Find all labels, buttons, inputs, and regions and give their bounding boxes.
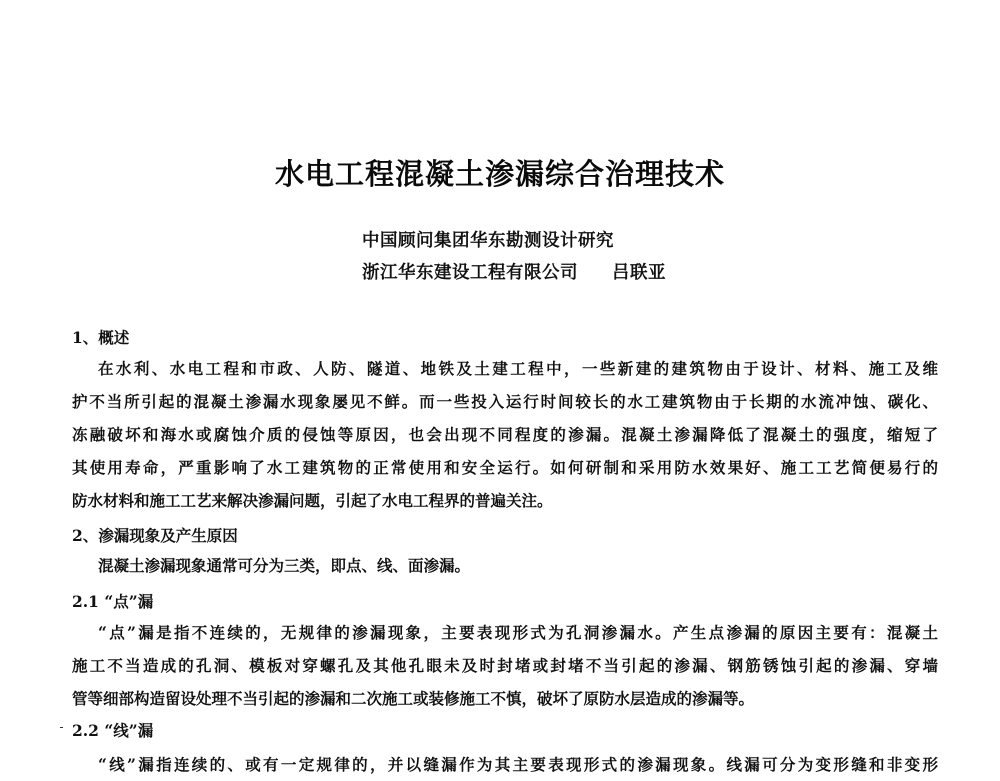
subsection-point-leak-body: [72, 616, 938, 715]
section-overview-body: [72, 352, 938, 517]
scan-speck: [60, 727, 63, 728]
subsection-heading-line-leak: 2.2 “线”漏: [72, 721, 154, 740]
section-leakage-body: [72, 549, 938, 582]
paragraph-line: 其使用寿命，严重影响了水工建筑物的正常使用和安全运行。如何研制和采用防水效果好、施工工艺简便易行的: [72, 458, 938, 477]
paragraph-line: 管等细部构造留设处理不当引起的渗漏和二次施工或装修施工不慎，破坏了原防水层造成的渗漏等。: [72, 689, 755, 708]
author-name: 吕联亚: [612, 263, 666, 283]
paragraph-line: 冻融破坏和海水或腐蚀介质的侵蚀等原因，也会出现不同程度的渗漏。混凝土渗漏降低了混凝土的强度，缩短了: [72, 425, 938, 444]
affiliation-line-1: [362, 227, 614, 252]
paragraph-line: 施工不当造成的孔洞、模板对穿螺孔及其他孔眼未及时封堵或封堵不当引起的渗漏、钢筋锈蚀引起的渗漏、穿墙: [72, 656, 938, 675]
subsection-heading-point-leak: 2.1 “点”漏: [72, 592, 154, 611]
paragraph-line: 在水利、水电工程和市政、人防、隧道、地铁及土建工程中，一些新建的建筑物由于设计、材料、施工及维: [98, 359, 938, 378]
affiliation-company: 浙江华东建设工程有限公司: [362, 263, 578, 283]
paragraph-line: 护不当所引起的混凝土渗漏水现象屡见不鲜。而一些投入运行时间较长的水工建筑物由于长期的水流冲蚀、碳化、: [72, 392, 938, 411]
paragraph-line: 防水材料和施工工艺来解决渗漏问题，引起了水电工程界的普遍关注。: [72, 491, 553, 510]
paragraph-line-partial: “线”漏指连续的、或有一定规律的，并以缝漏作为其主要表现形式的渗漏现象。线漏可分为变形缝和非变形: [98, 755, 938, 774]
affiliation-institute: 中国顾问集团华东勘测设计研究: [362, 231, 614, 251]
section-heading-leakage: 2、渗漏现象及产生原因: [72, 526, 238, 545]
subsection-line-leak-body: [72, 748, 938, 774]
paragraph-line: “点”漏是指不连续的，无规律的渗漏现象，主要表现形式为孔洞渗漏水。产生点渗漏的原因主要有：混凝土: [98, 623, 938, 642]
document-title: 水电工程混凝土渗漏综合治理技术: [274, 157, 725, 191]
paragraph-line: 混凝土渗漏现象通常可分为三类，即点、线、面渗漏。: [98, 556, 471, 575]
section-heading-overview: 1、概述: [72, 328, 130, 347]
affiliation-line-2: [362, 259, 666, 284]
